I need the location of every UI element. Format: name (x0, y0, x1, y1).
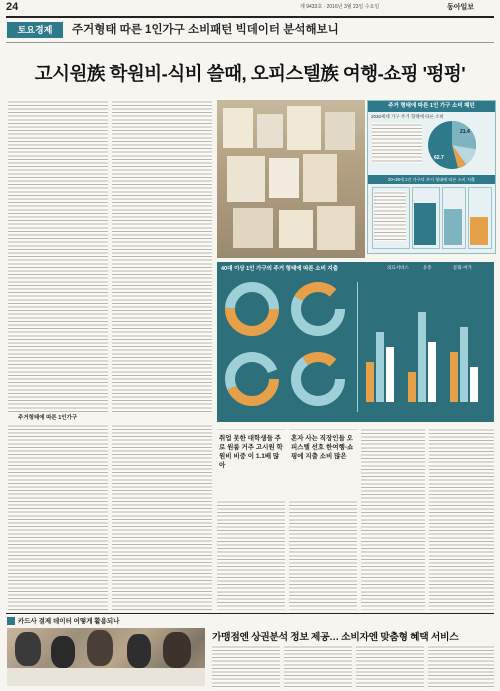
donut-chart-2 (291, 282, 345, 336)
bottom-chart-title: 40대 이상 1인 가구의 주거 형태에 따른 소비 지출 (221, 266, 339, 272)
mid-quote-text: 취업 못한 대학생들 주로 원룸 거주 고시원 학원비 비중 이 1.1배 많아 (219, 435, 283, 469)
side-caption: 주거형태에 따른 1인가구 (18, 415, 78, 421)
bottom-article-col-3 (356, 645, 424, 689)
article-column-1 (8, 100, 108, 412)
section-rule (6, 42, 494, 43)
donut-chart-3 (225, 352, 279, 406)
page-header (0, 0, 500, 14)
publisher-name: 동아일보 (447, 4, 475, 11)
article-column-7 (361, 428, 425, 610)
donut-chart-1 (225, 282, 279, 336)
bottom-tag-text: 카드사 결제 데이터 어떻게 활용되나 (18, 618, 120, 625)
bottom-headline: 가맹점엔 상권분석 정보 제공… 소비자엔 맞춤형 혜택 서비스 (212, 632, 459, 643)
bottom-article-col-2 (284, 645, 352, 689)
pie-label-2: 21.4 (460, 129, 470, 135)
page-number: 24 (6, 1, 19, 13)
infographic-panel (367, 100, 496, 254)
bottom-article-col-4 (428, 645, 494, 689)
mid-quote-text-2: 혼자 사는 직장인들 오피스텔 선호 한여행-쇼핑에 지출 소비 많은 (291, 435, 354, 460)
article-column-3 (8, 424, 108, 610)
infographic-title: 주거 형태에 따른 1인 가구 소비 패턴 (368, 101, 495, 112)
section-tag: 토요경제 (7, 22, 63, 38)
issue-info: 제 9433호 · 2016년 3월 23일 수요일 (300, 4, 380, 10)
mid-pull-quote (217, 430, 285, 500)
donut-chart-4 (291, 352, 345, 406)
article-column-8 (429, 428, 494, 610)
section-title: 주거형태 따른 1인가구 소비패턴 빅데이터 분석해보니 (72, 24, 339, 36)
header-rule (6, 16, 494, 18)
headline: 고시원族 학원비-식비 쓸때, 오피스텔族 여행-쇼핑 '펑펑' (34, 63, 466, 84)
article-column-2 (112, 100, 212, 412)
pie-label-1: 62.7 (434, 155, 444, 161)
legend-1: 의료서비스 (387, 265, 409, 270)
infographic-subtitle: 2030세대 가구 주거 형태에 따른 소비 (371, 114, 444, 119)
bottom-article-col-1 (212, 645, 280, 689)
bottom-chart-panel (217, 262, 494, 422)
chart-title: 20~39세 1인 가구의 주거 형태에 따른 소비 지출 (368, 175, 495, 184)
bottom-rule (6, 613, 494, 614)
article-column-4 (112, 424, 212, 610)
legend-2: 유흥 (423, 265, 432, 270)
bottom-tag-box (7, 617, 15, 625)
mid-pull-quote-2 (289, 430, 357, 500)
bar-chart (372, 187, 491, 249)
bulletin-board-photo (217, 100, 365, 258)
column-subhead (8, 413, 212, 423)
bottom-bar-chart (357, 282, 490, 412)
staff-meeting-photo (7, 628, 205, 686)
legend-3: 문화·여가 (453, 265, 472, 270)
infographic-legend (372, 123, 422, 163)
pie-chart (426, 119, 478, 171)
